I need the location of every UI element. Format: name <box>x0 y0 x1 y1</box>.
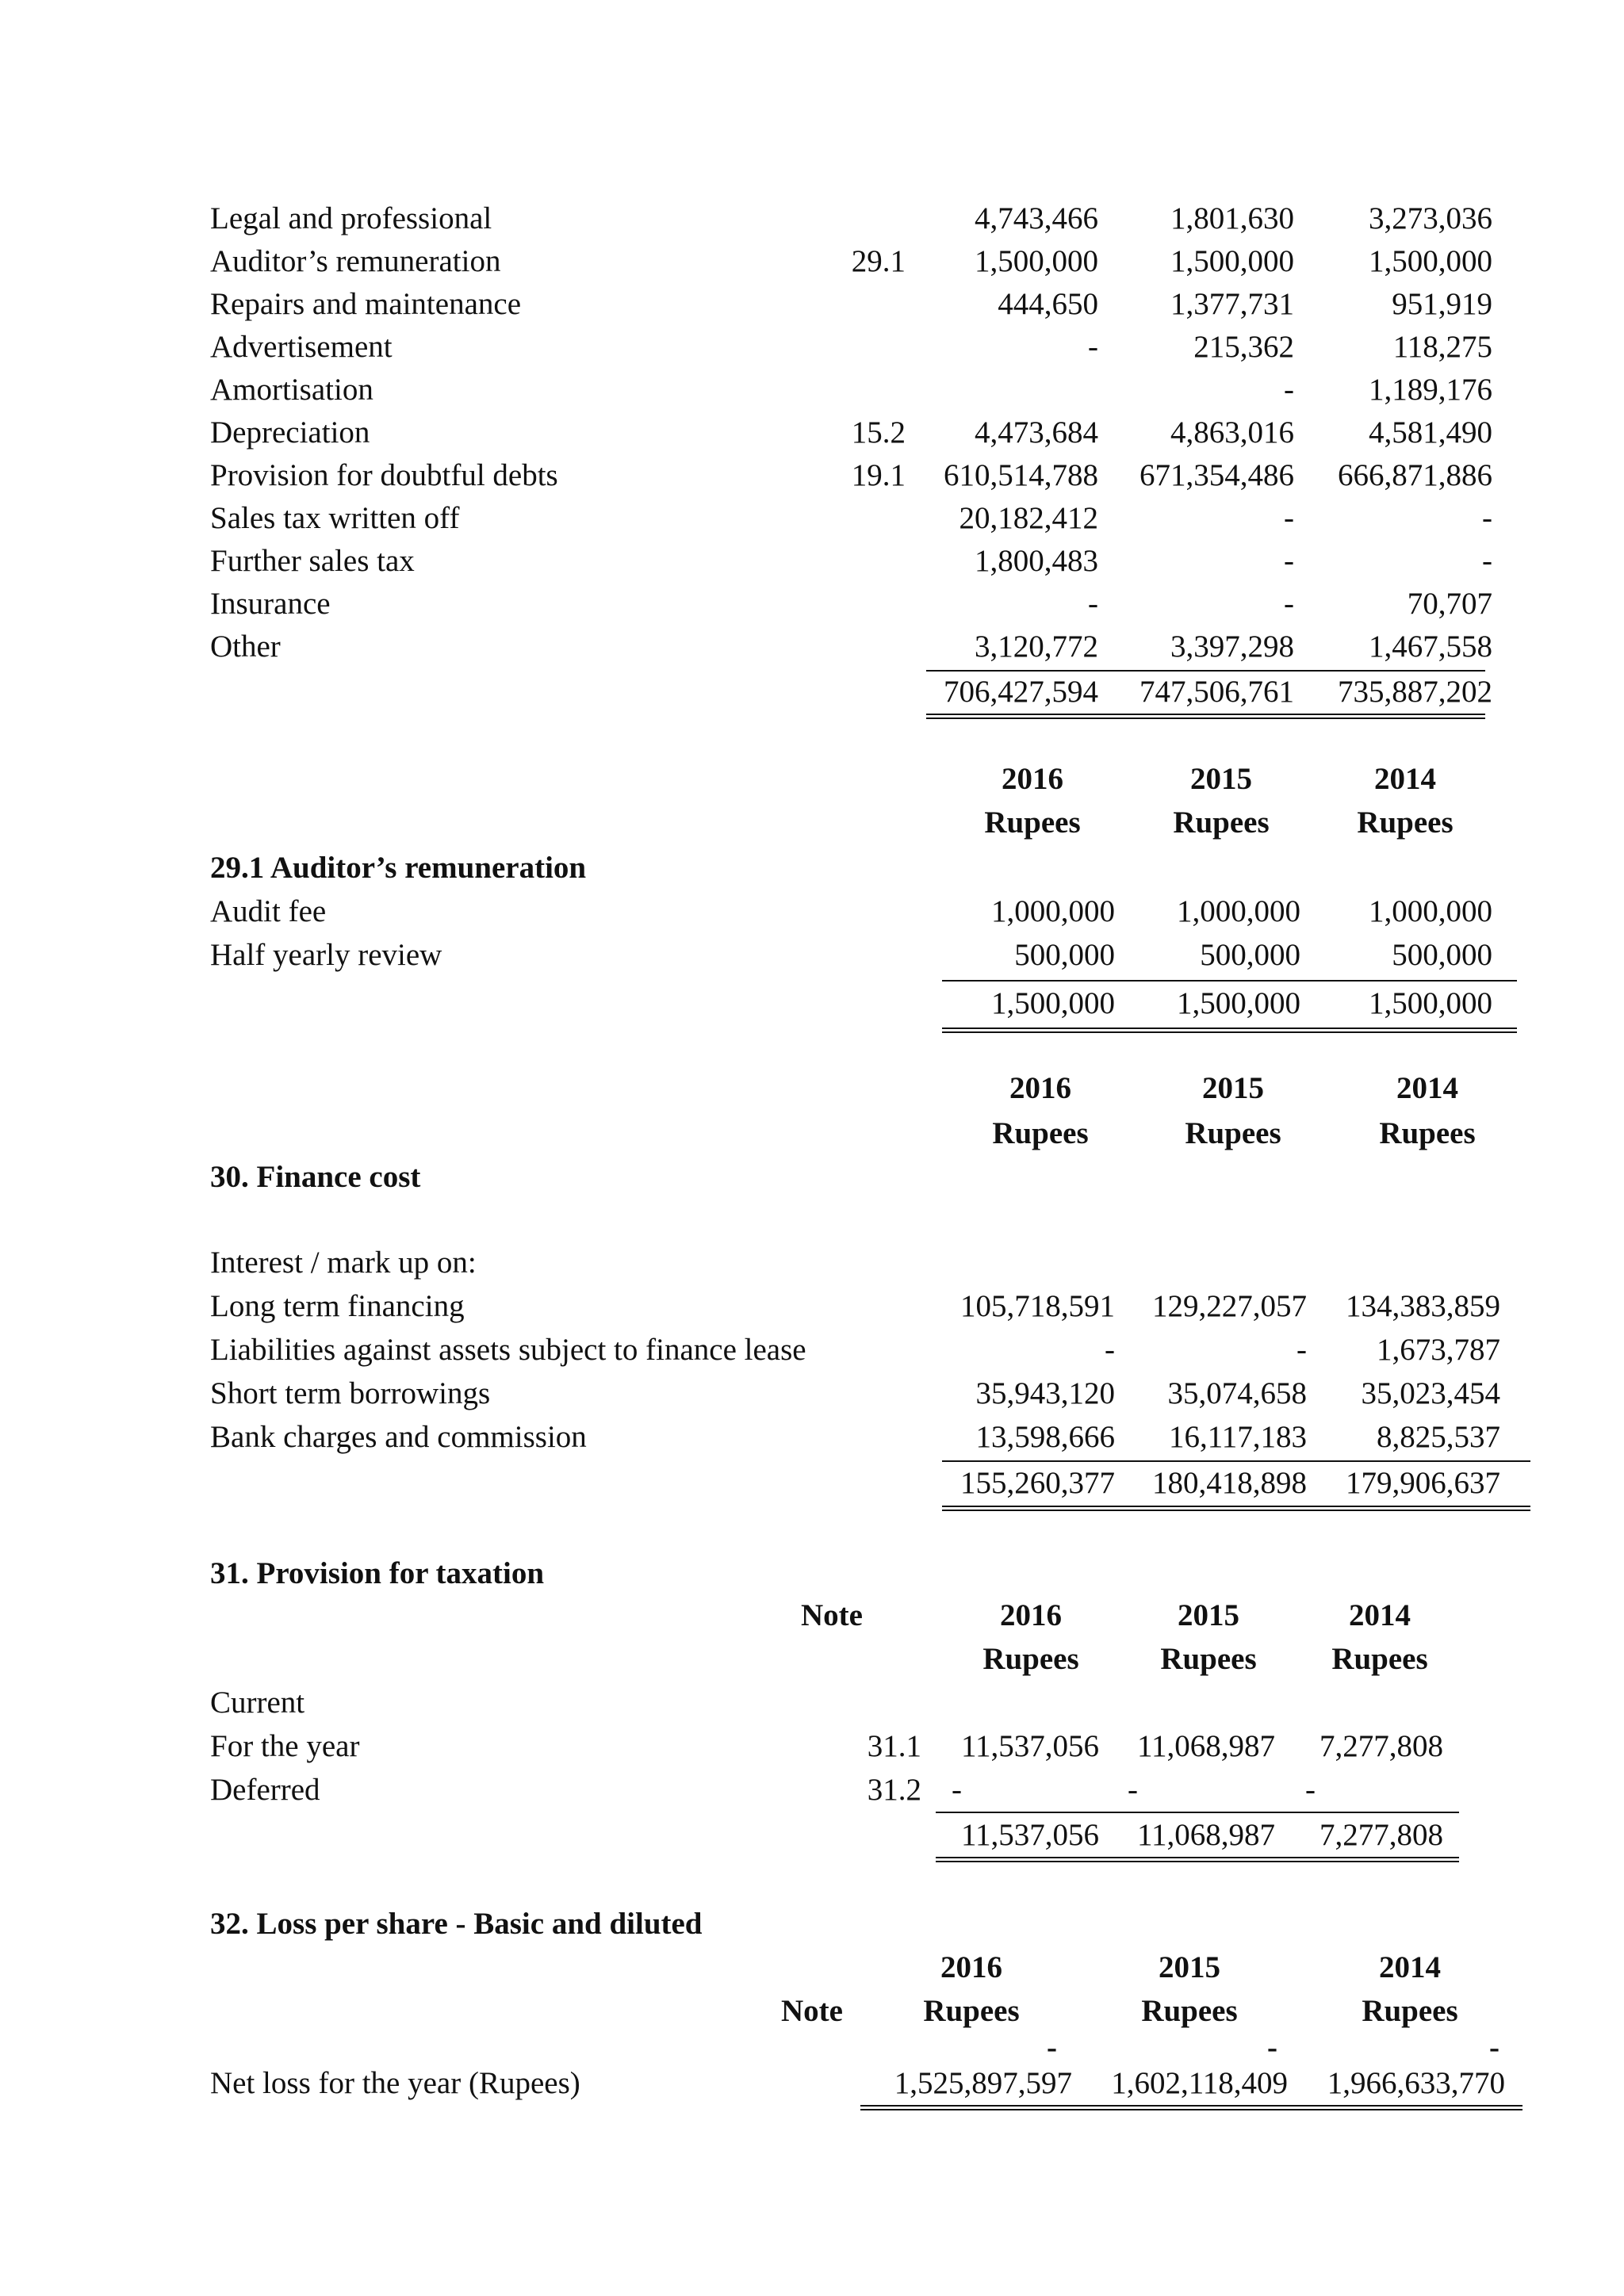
expense-2016: 4,473,684 <box>975 415 1098 450</box>
expense-2015: 215,362 <box>1193 330 1294 364</box>
unit-header-2015: Rupees <box>1160 1642 1257 1676</box>
year-header-2015: 2015 <box>1202 1071 1264 1105</box>
auditor-2014: 1,000,000 <box>1369 894 1492 928</box>
subtotal-rule <box>926 670 1485 672</box>
year-header-2016: 2016 <box>1002 762 1063 796</box>
section-heading: 30. Finance cost <box>210 1160 421 1194</box>
taxation-total-2016: 11,537,056 <box>960 1818 1099 1852</box>
taxation-total-2015: 11,068,987 <box>1136 1818 1275 1852</box>
taxation-note: 31.2 <box>867 1773 921 1807</box>
section-heading: 32. Loss per share - Basic and diluted <box>210 1907 703 1941</box>
auditor-2016: 500,000 <box>1014 938 1115 972</box>
auditor-2015: 500,000 <box>1200 938 1300 972</box>
expense-label: Provision for doubtful debts <box>210 458 558 492</box>
unit-header-2014: Rupees <box>1331 1642 1428 1676</box>
auditor-2014: 500,000 <box>1392 938 1492 972</box>
auditor-row-label: Audit fee <box>210 894 327 928</box>
note-header: Note <box>801 1598 863 1632</box>
expense-2014: 118,275 <box>1392 330 1492 364</box>
expense-label: Other <box>210 629 281 664</box>
expense-total-2015: 747,506,761 <box>1139 675 1294 709</box>
note-header: Note <box>781 1994 843 2028</box>
expense-label: Advertisement <box>210 330 393 364</box>
taxation-current-label: Current <box>210 1686 305 1720</box>
unit-header-2015: Rupees <box>1173 806 1270 840</box>
auditor-total-2016: 1,500,000 <box>991 986 1115 1020</box>
finance-2016: 35,943,120 <box>975 1376 1115 1410</box>
finance-row-label: Long term financing <box>210 1289 465 1323</box>
finance-subheading: Interest / mark up on: <box>210 1246 477 1280</box>
taxation-2015: 11,068,987 <box>1136 1729 1275 1763</box>
finance-total-2014: 179,906,637 <box>1346 1466 1500 1500</box>
expense-2014: 4,581,490 <box>1369 415 1492 450</box>
finance-2014: 8,825,537 <box>1377 1420 1500 1454</box>
finance-2016: 13,598,666 <box>975 1420 1115 1454</box>
expense-2015: - <box>1284 587 1294 621</box>
expense-2015: 1,801,630 <box>1170 201 1294 235</box>
finance-2016: - <box>1105 1333 1115 1367</box>
taxation-total-2014: 7,277,808 <box>1320 1818 1443 1852</box>
expense-label: Sales tax written off <box>210 501 460 535</box>
unit-header-2014: Rupees <box>1379 1116 1476 1150</box>
year-header-2016: 2016 <box>1000 1598 1062 1632</box>
section-heading: 29.1 Auditor’s remuneration <box>210 851 587 885</box>
auditor-total-2015: 1,500,000 <box>1177 986 1300 1020</box>
taxation-2016: - <box>952 1773 962 1807</box>
finance-2014: 1,673,787 <box>1377 1333 1500 1367</box>
expense-2016: 4,743,466 <box>975 201 1098 235</box>
expense-total-2016: 706,427,594 <box>944 675 1098 709</box>
expense-label: Depreciation <box>210 415 370 450</box>
unit-header-2016: Rupees <box>992 1116 1089 1150</box>
finance-2015: 129,227,057 <box>1152 1289 1307 1323</box>
year-header-2014: 2014 <box>1396 1071 1458 1105</box>
expense-note: 29.1 <box>851 244 906 278</box>
expense-2015: 3,397,298 <box>1170 629 1294 664</box>
finance-2015: 35,074,658 <box>1167 1376 1307 1410</box>
total-double-rule <box>942 1506 1530 1511</box>
expense-2014: 1,467,558 <box>1369 629 1492 664</box>
total-double-rule <box>936 1857 1459 1862</box>
finance-2015: - <box>1297 1333 1307 1367</box>
net-loss-2015: 1,602,118,409 <box>1111 2066 1288 2100</box>
unit-header-2016: Rupees <box>982 1642 1079 1676</box>
unit-header-2014: Rupees <box>1362 1994 1458 2028</box>
expense-2015: 1,500,000 <box>1170 244 1294 278</box>
finance-total-2015: 180,418,898 <box>1152 1466 1307 1500</box>
expense-2014: 666,871,886 <box>1338 458 1492 492</box>
auditor-total-2014: 1,500,000 <box>1369 986 1492 1020</box>
expense-2014: 3,273,036 <box>1369 201 1492 235</box>
expense-2016: - <box>1088 587 1098 621</box>
expense-2014: 70,707 <box>1407 587 1492 621</box>
finance-2014: 35,023,454 <box>1361 1376 1500 1410</box>
expense-label: Amortisation <box>210 373 373 407</box>
expense-2015: - <box>1284 373 1294 407</box>
net-loss-label: Net loss for the year (Rupees) <box>210 2066 580 2100</box>
expense-2015: 1,377,731 <box>1170 287 1294 321</box>
year-header-2016: 2016 <box>940 1950 1002 1984</box>
net-loss-2016: 1,525,897,597 <box>894 2066 1072 2100</box>
expense-2016: 1,500,000 <box>975 244 1098 278</box>
year-header-2014: 2014 <box>1379 1950 1441 1984</box>
total-double-rule <box>926 714 1485 719</box>
finance-row-label: Liabilities against assets subject to finance lease <box>210 1333 806 1367</box>
expense-label: Insurance <box>210 587 331 621</box>
year-header-2015: 2015 <box>1159 1950 1220 1984</box>
unit-header-2014: Rupees <box>1357 806 1454 840</box>
finance-2015: 16,117,183 <box>1168 1420 1307 1454</box>
auditor-row-label: Half yearly review <box>210 938 442 972</box>
subtotal-rule <box>936 1812 1459 1813</box>
expense-2016: - <box>1088 330 1098 364</box>
expense-2015: 671,354,486 <box>1139 458 1294 492</box>
expense-2014: 1,189,176 <box>1369 373 1492 407</box>
total-double-rule <box>942 1027 1517 1033</box>
year-header-2014: 2014 <box>1374 762 1436 796</box>
expense-label: Repairs and maintenance <box>210 287 521 321</box>
year-header-2015: 2015 <box>1190 762 1252 796</box>
unit-header-2015: Rupees <box>1141 1994 1238 2028</box>
taxation-2015: - <box>1128 1773 1138 1807</box>
expense-2015: 4,863,016 <box>1170 415 1294 450</box>
expense-2015: - <box>1284 501 1294 535</box>
year-header-2015: 2015 <box>1178 1598 1239 1632</box>
expense-note: 15.2 <box>851 415 906 450</box>
year-header-2014: 2014 <box>1349 1598 1411 1632</box>
total-double-rule <box>860 2105 1522 2110</box>
taxation-2014: 7,277,808 <box>1320 1729 1443 1763</box>
finance-2016: 105,718,591 <box>960 1289 1115 1323</box>
section-heading: 31. Provision for taxation <box>210 1556 545 1590</box>
finance-2014: 134,383,859 <box>1346 1289 1500 1323</box>
expense-2014: - <box>1482 544 1492 578</box>
finance-total-2016: 155,260,377 <box>960 1466 1115 1500</box>
expense-2016: 1,800,483 <box>975 544 1098 578</box>
unit-header-2016: Rupees <box>984 806 1081 840</box>
expense-label: Legal and professional <box>210 201 492 235</box>
taxation-note: 31.1 <box>867 1729 921 1763</box>
auditor-2015: 1,000,000 <box>1177 894 1300 928</box>
finance-row-label: Short term borrowings <box>210 1376 491 1410</box>
expense-2016: 20,182,412 <box>959 501 1098 535</box>
dash-marker-2015: - <box>1267 2030 1277 2064</box>
taxation-row-label: Deferred <box>210 1773 320 1807</box>
expense-2014: 951,919 <box>1392 287 1492 321</box>
expense-total-2014: 735,887,202 <box>1338 675 1492 709</box>
dash-marker-2014: - <box>1489 2030 1500 2064</box>
auditor-2016: 1,000,000 <box>991 894 1115 928</box>
finance-row-label: Bank charges and commission <box>210 1420 587 1454</box>
expense-2015: - <box>1284 544 1294 578</box>
expense-label: Auditor’s remuneration <box>210 244 501 278</box>
subtotal-rule <box>942 980 1517 982</box>
expense-2014: 1,500,000 <box>1369 244 1492 278</box>
taxation-row-label: For the year <box>210 1729 360 1763</box>
expense-label: Further sales tax <box>210 544 415 578</box>
dash-marker-2016: - <box>1047 2030 1057 2064</box>
taxation-2014: - <box>1305 1773 1316 1807</box>
expense-2016: 3,120,772 <box>975 629 1098 664</box>
year-header-2016: 2016 <box>1009 1071 1071 1105</box>
expense-2014: - <box>1482 501 1492 535</box>
expense-2016: 444,650 <box>998 287 1098 321</box>
unit-header-2016: Rupees <box>923 1994 1020 2028</box>
taxation-2016: 11,537,056 <box>960 1729 1099 1763</box>
net-loss-2014: 1,966,633,770 <box>1327 2066 1505 2100</box>
unit-header-2015: Rupees <box>1185 1116 1281 1150</box>
subtotal-rule <box>942 1460 1530 1462</box>
expense-note: 19.1 <box>851 458 906 492</box>
expense-2016: 610,514,788 <box>944 458 1098 492</box>
